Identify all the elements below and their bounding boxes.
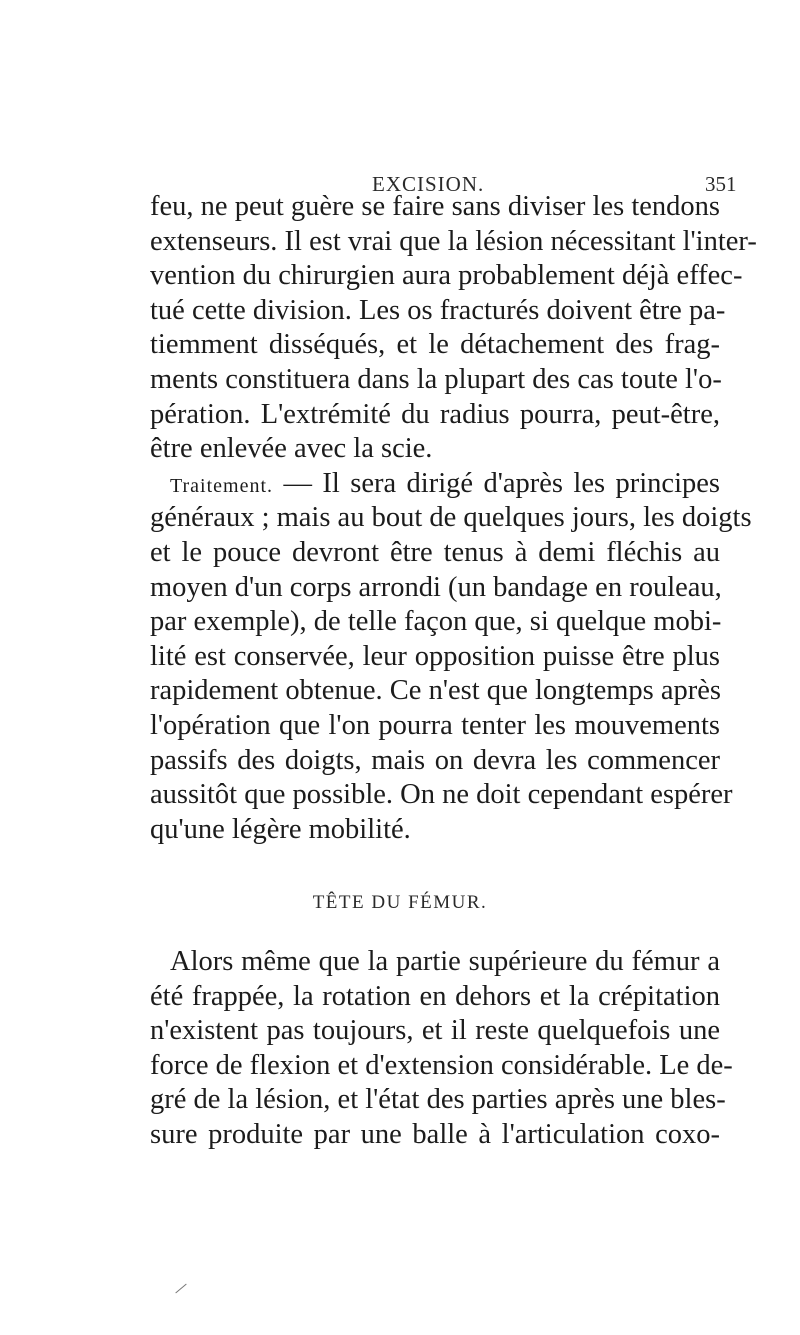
text-line: été frappée, la rotation en dehors et la crépitation [150, 980, 720, 1012]
text-line: qu'une légère mobilité. [150, 813, 411, 845]
text-block-femur [150, 945, 733, 1153]
section-heading: TÊTE DU FÉMUR. [312, 892, 488, 913]
text-line: et le pouce devront être tenus à demi fléchis au [150, 536, 720, 568]
text-line: par exemple), de telle façon que, si quelque mobi- [150, 606, 722, 638]
text-line-traitement [150, 467, 720, 502]
text-line: extenseurs. Il est vrai que la lésion nécessitant l'inter- [150, 225, 757, 257]
text-line: n'existent pas toujours, et il reste quelquefois une [150, 1015, 720, 1047]
text-line: moyen d'un corps arrondi (un bandage en rouleau, [150, 571, 722, 603]
text-line: pération. L'extrémité du radius pourra, peut-être, [150, 398, 720, 430]
text-line: force de flexion et d'extension considérable. Le de- [150, 1049, 733, 1081]
run-in-heading: Traitement. [170, 474, 274, 497]
running-title: EXCISION. [372, 172, 485, 196]
text-line: rapidement obtenue. Ce n'est que longtemps après [150, 675, 722, 707]
text-line: tiemment disséqués, et le détachement des frag- [150, 329, 720, 361]
text-line: aussitôt que possible. On ne doit cependant espérer [150, 779, 733, 811]
text-line: tué cette division. Les os fracturés doivent être pa- [150, 294, 726, 326]
text-line: feu, ne peut guère se faire sans diviser les tendons [150, 191, 720, 222]
stray-mark [175, 1284, 186, 1294]
text-line: généraux ; mais au bout de quelques jours, les doigts [150, 502, 752, 534]
text-line: vention du chirurgien aura probablement déjà effec- [150, 260, 743, 292]
text-block-excision [150, 190, 757, 847]
page-number: 351 [705, 172, 737, 196]
text-line: être enlevée avec la scie. [150, 433, 433, 465]
text-line: gré de la lésion, et l'état des parties après une bles- [150, 1084, 726, 1116]
text-line: l'opération que l'on pourra tenter les mouvements [150, 709, 720, 741]
text-run: — Il sera dirigé d'après les principes [273, 467, 720, 499]
text-line: Alors même que la partie supérieure du fémur a [170, 946, 720, 977]
text-line: passifs des doigts, mais on devra les commencer [150, 744, 720, 776]
text-line: lité est conservée, leur opposition puisse être plus [150, 640, 720, 672]
text-line: ments constituera dans la plupart des cas toute l'o- [150, 363, 722, 395]
text-line: sure produite par une balle à l'articulation coxo- [150, 1118, 720, 1150]
